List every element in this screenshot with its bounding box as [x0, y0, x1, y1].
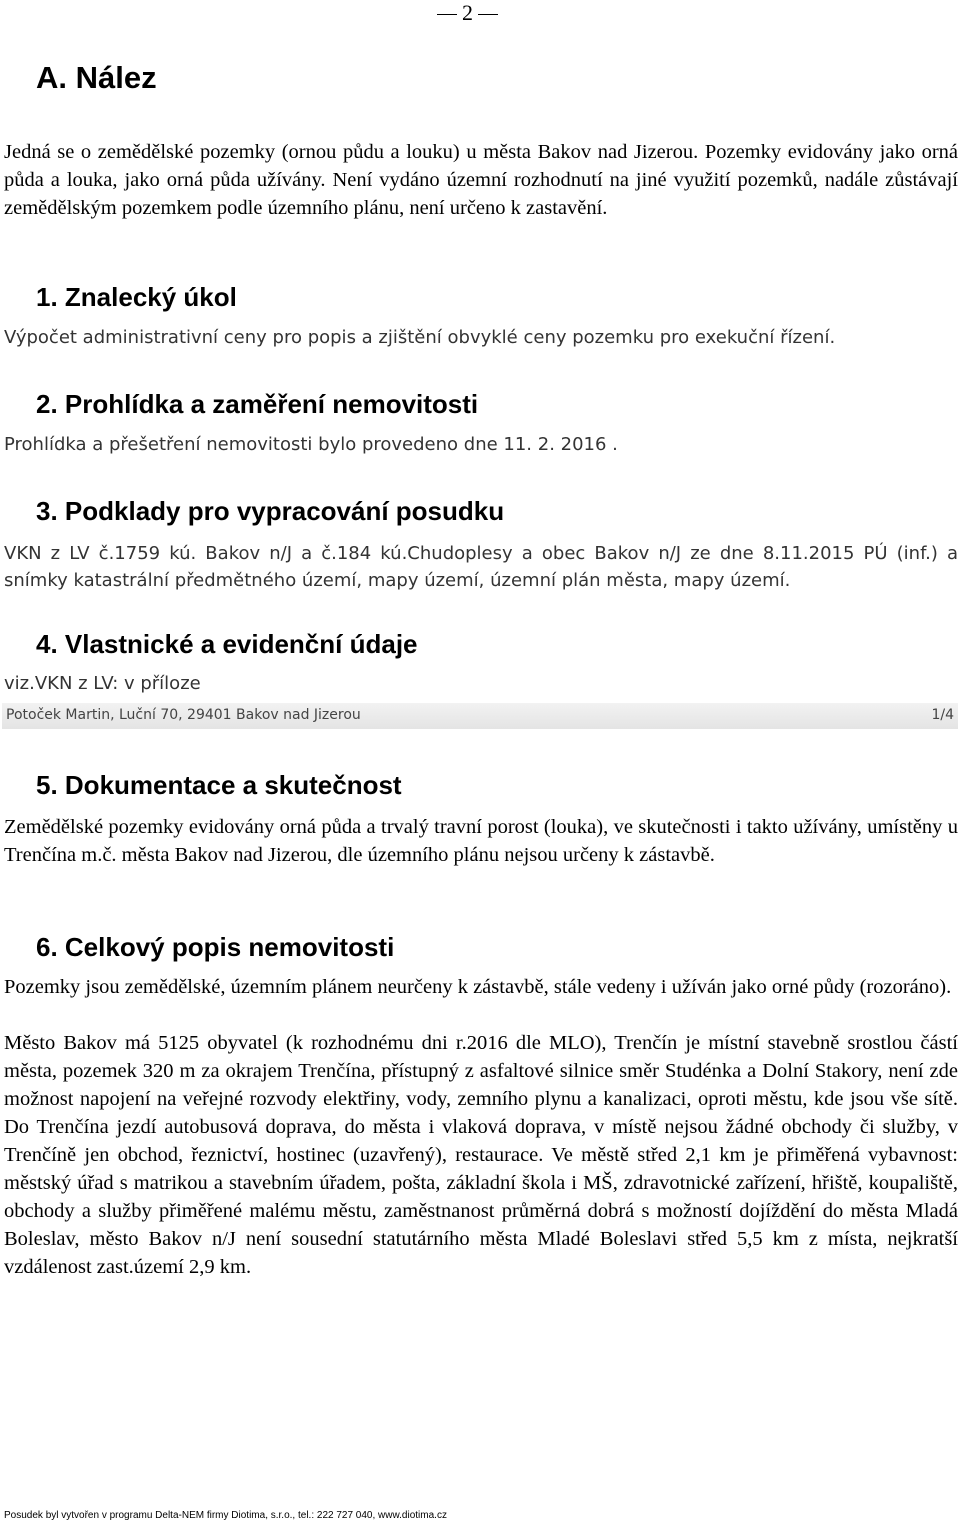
section-1-text: Výpočet administrativní ceny pro popis a zjištění obvyklé ceny pozemku pro exekuční řízení. [4, 327, 836, 348]
section-6-text: Pozemky jsou zemědělské, územním plánem neurčeny k zástavbě, stále vedeny i užíván jako orné půdy (rozoráno). [4, 976, 952, 998]
intro-paragraph: Jedná se o zemědělské pozemky (ornou půdu a louku) u města Bakov nad Jizerou. Pozemky evidovány jako orná půda a louka, jako orná půda užívány. Není vydáno územní rozhodnutí na jiné využití pozemků, nadále zůstávají zemědělským pozemkem podle územního plánu, není určeno k zastavění. [4, 141, 958, 219]
section-5-heading: 5. Dokumentace a skutečnost [36, 770, 402, 800]
section-1-heading: 1. Znalecký úkol [36, 282, 237, 312]
page-number-value: 2 [462, 0, 473, 25]
document-viewer-strip [2, 703, 958, 729]
section-6-text-2: Město Bakov má 5125 obyvatel (k rozhodnému dni r.2016 dle MLO), Trenčín je místní stavebně srostlou částí města, pozemek 320 m za okrajem Trenčína, přístupný z asfaltové silnice směr Studénka a Dolní Stakory, není zde možnost napojení na veřejné rozvody elektřiny, vody, zemního plynu a kanalizaci, oproti městu, kde jsou vše sítě. Do Trenčína jezdí autobusová doprava, do města i vlaková doprava, v místě nejsou žádné obchody či služby, v Trenčíně jen obchod, řeznictví, hostinec (uzavřený), restaurace. Ve městě střed 2,1 km je přiměřená vybavnost: městský úřad s matrikou a stavebním úřadem, pošta, základní škola i MŠ, zdravotnické zařízení, hřiště, koupaliště, obchody a služby přiměřené malému městu, zaměstnanost průměrná dobrá s možností dojíždění do města Mladá Boleslav, město Bakov n/J není sousední statutárního města Mladé Boleslavi střed 5,5 km z místa, nejkratší vzdálenost zast.území 2,9 km. [4, 1032, 958, 1278]
section-6-heading: 6. Celkový popis nemovitosti [36, 932, 395, 962]
section-2-heading: 2. Prohlídka a zaměření nemovitosti [36, 389, 479, 419]
footer-note: Posudek byl vytvořen v programu Delta-NEM firmy Diotima, s.r.o., tel.: 222 727 040, www.diotima.cz [4, 1510, 447, 1521]
document-title: A. Nález [36, 60, 157, 95]
section-3-heading: 3. Podklady pro vypracování posudku [36, 496, 505, 526]
section-4-text: viz.VKN z LV: v příloze [4, 673, 201, 694]
section-5-text: Zemědělské pozemky evidovány orná půda a trvalý travní porost (louka), ve skutečnosti i takto užívány, umístěny u Trenčína m.č. města Bakov nad Jizerou, dle územního plánu nejsou určeny k zástavbě. [4, 816, 958, 866]
section-3-text: VKN z LV č.1759 kú. Bakov n/J a č.184 kú.Chudoplesy a obec Bakov n/J ze dne 8.11.2015 PÚ (inf.) a snímky katastrální předmětného území, mapy území, územní plán města, mapy území. [4, 543, 958, 591]
owner-address: Potoček Martin, Luční 70, 29401 Bakov nad Jizerou [6, 707, 361, 723]
page-indicator: 1/4 [931, 707, 954, 723]
page-number-dash [478, 14, 498, 15]
section-4-heading: 4. Vlastnické a evidenční údaje [36, 629, 418, 659]
section-2-text: Prohlídka a přešetření nemovitosti bylo provedeno dne 11. 2. 2016 . [4, 434, 618, 455]
page-number [432, 0, 503, 26]
page-number-dash [437, 14, 457, 15]
